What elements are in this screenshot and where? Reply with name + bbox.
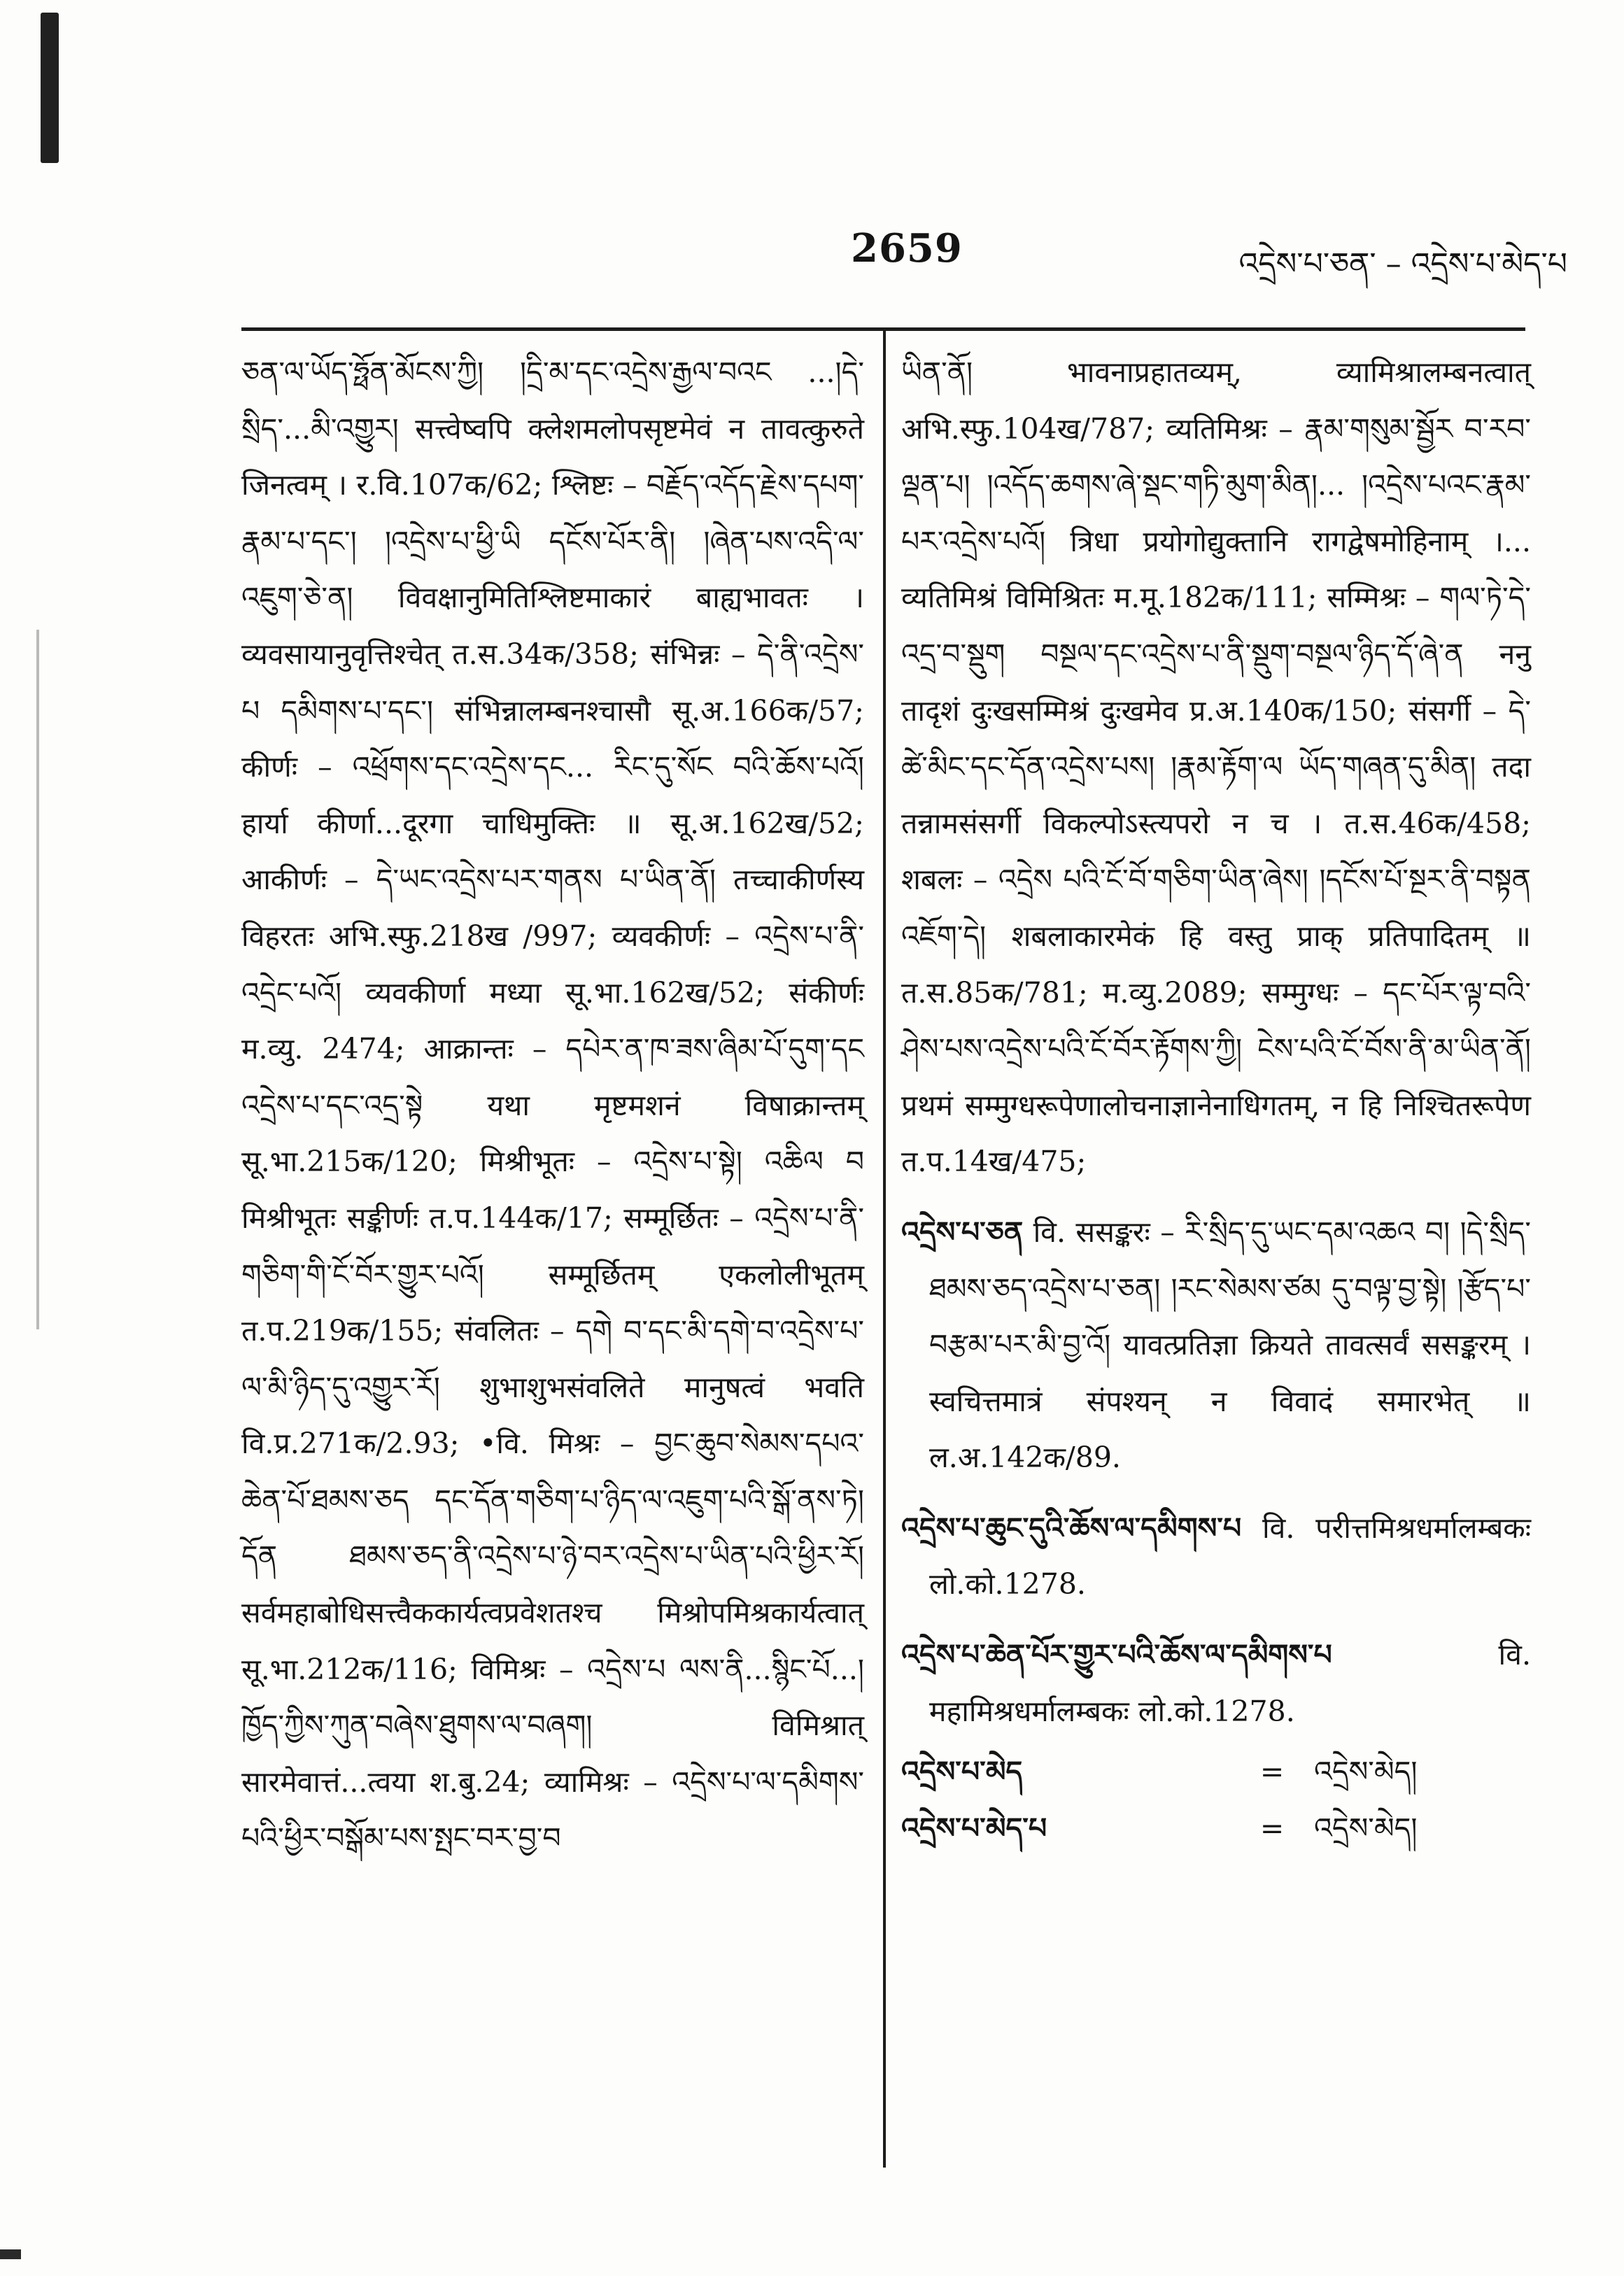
- entry-body: वि. परीत्तमिश्रधर्मालम्बकः लो.को.1278.: [929, 1511, 1531, 1602]
- right-column: [901, 344, 1531, 1856]
- xref-term: འདྲེས་པ་མེད་པ: [901, 1811, 1047, 1845]
- xref-target: འདྲེས་མེད།: [1314, 1811, 1418, 1845]
- entry-headword: འདྲེས་པ་ཆུང་དུའི་ཆོས་ལ་དམིགས་པ: [901, 1511, 1242, 1545]
- page-number: 2659: [851, 225, 963, 271]
- xref-term: འདྲེས་པ་མེད: [901, 1755, 1023, 1789]
- entry-headword: འདྲེས་པ་ཆེན་པོར་གྱུར་པའི་ཆོས་ལ་དམིགས་པ: [901, 1638, 1332, 1672]
- dictionary-entry: [901, 1204, 1531, 1486]
- left-column: [241, 344, 864, 1867]
- scan-shadow-line: [36, 630, 39, 1329]
- scan-corner-mark: [0, 2249, 21, 2259]
- cross-reference: [901, 1800, 1531, 1857]
- dictionary-entry: [901, 1627, 1531, 1739]
- dictionary-entry: [901, 1500, 1531, 1613]
- entry-body: वि. महामिश्रधर्मालम्बकः लो.को.1278.: [929, 1638, 1531, 1728]
- running-head: འདྲེས་པ་ཅན་ – འདྲེས་པ་མེད་པ: [1238, 246, 1567, 282]
- left-column-text: ཅན་ལ་ཡོད་ཧྥོན་མོངས་ཀྱི། །དྲི་མ་དང་འདྲེས་རྒྱལ་བའང ...།དེ་སྲིད་...མི་འགྱུར། सत्त्वेष्वपि क्लेशमलोपसृष्टमेवं न तावत्कुरुते जिनत्वम् । र.वि.107क/62; श्लिष्टः – བརྗོད་འདོད་རྗེས་དཔག་རྣམ་པ་དང་། །འདྲེས་པ་ཕྱི་ཡི དངོས་པོར་ནི། །ཞེན་པས་འདི་ལ་འཇུག་ཅེ་ན། विवक्षानुमितिश्लिष्टमाकारं बाह्यभावतः । व्यवसायानुवृत्तिश्चेत् त.स.34क/358; संभिन्नः – དེ་ནི་འདྲེས་པ དམིགས་པ་དང་། संभिन्नालम्बनश्चासौ सू.अ.166क/57; कीर्णः – འཕྲོགས་དང་འདྲེས་དང... རིང་དུ་སོང བའི་ཆོས་པའོ། हार्या कीर्णा...दूरगा चाधिमुक्तिः ॥ सू.अ.162ख/52; आकीर्णः – དེ་ཡང་འདྲེས་པར་གནས པ་ཡིན་ནོ། तच्चाकीर्णस्य विहरतः अभि.स्फु.218ख /997; व्यवकीर्णः – འདྲེས་པ་ནི་འདྲེང་པའོ། व्यवकीर्णा मध्या सू.भा.162ख/52; संकीर्णः म.व्यु. 2474; आक्रान्तः – དཔེར་ན་ཁ་ཟས་ཞིམ་པོ་དུག་དང འདྲེས་པ་དང་འདྲ་སྟེ यथा मृष्टमशनं विषाक्रान्तम् सू.भा.215क/120; मिश्रीभूतः – འདྲེས་པ་སྟེ། འཆིལ བ मिश्रीभूतः सङ्कीर्णः त.प.144क/17; सम्मूर्छितः – འདྲེས་པ་ནི་གཅིག་གི་ངོ་བོར་གྱུར་པའོ། सम्मूर्छितम् एकलोलीभूतम् त.प.219क/155; संवलितः – དགེ བ་དང་མི་དགེ་བ་འདྲེས་པ་ལ་མི་ཉིད་དུ་འགྱུར་རོ། शुभाशुभसंवलिते मानुषत्वं भवति वि.प्र.271क/2.93; •वि. मिश्रः – བྱང་ཆུབ་སེམས་དཔའ་ཆེན་པོ་ཐམས་ཅད དང་དོན་གཅིག་པ་ཉིད་ལ་འཇུག་པའི་སྒོ་ནས་ཏེ། དོན ཐམས་ཅད་ནི་འདྲེས་པ་ཉེ་བར་འདྲེས་པ་ཡིན་པའི་ཕྱིར་རོ། सर्वमहाबोधिसत्त्वैककार्यत्वप्रवेशतश्च मिश्रोपमिश्रकार्यत्वात् सू.भा.212क/116; विमिश्रः – འདྲེས་པ ལས་ནི...སྙིང་པོ...།ཁྱོད་ཀྱིས་ཀུན་བཞེས་ཐུགས་ལ་བཞག། विमिश्रात् सारमेवात्तं...त्वया श.बु.24; व्यामिश्रः – འདྲེས་པ་ལ་དམིགས་པའི་ཕྱིར་བསྒོམ་པས་སྤང་བར་བྱ་བ: [241, 355, 864, 1856]
- cross-reference: [901, 1744, 1531, 1800]
- entry-body: वि. ससङ्करः – རི་སྲིད་དུ་ཡང་དམ་འཆའ བ། །དེ་སྲིད་ཐམས་ཅད་འདྲེས་པ་ཅན། །རང་སེམས་ཙམ དུ་བལྟ་བྱ་སྟེ། །རྩོད་པ་བརྩམ་པར་མི་བྱ་འོ། यावत्प्रतिज्ञा क्रियते तावत्सर्वं ससङ्करम् । स्वचित्तमात्रं संपश्यन् न विवादं समारभेत् ॥ ल.अ.142क/89.: [929, 1215, 1531, 1475]
- right-column-continuation: ཡིན་ནོ། भावनाप्रहातव्यम्, व्यामिश्रालम्बनत्वात् अभि.स्फु.104ख/787; व्यतिमिश्रः – རྣམ་གསུམ་སྦྱོར བ་རབ་ལྡན་པ། །འདོད་ཆགས་ཞེ་སྡང་གཏི་མུག་མིན།... །འདྲེས་པའང་རྣམ་པར་འདྲེས་པའོ། त्रिधा प्रयोगोद्युक्तानि रागद्वेषमोहिनाम् ।... व्यतिमिश्रं विमिश्रितः म.मू.182क/111; सम्मिश्रः – གལ་ཏེ་དེ་འདྲ་བ་སྡུག བསྔལ་དང་འདྲེས་པ་ནི་སྡུག་བསྔལ་ཉིད་དོ་ཞེ་ན ननु तादृशं दुःखसम्मिश्रं दुःखमेव प्र.अ.140क/150; संसर्गी – དེ་ཚེ་མིང་དང་དོན་འདྲེས་པས། །རྣམ་རྟོག་ལ ཡོད་གཞན་དུ་མིན། तदा तन्नामसंसर्गी विकल्पोऽस्त्यपरो न च । त.स.46क/458; शबलः – འདྲེས པའི་ངོ་བོ་གཅིག་ཡིན་ཞེས། །དངོས་པོ་སྔར་ནི་བསྟན འཇོག་དེ། शबलाकारमेकं हि वस्तु प्राक् प्रतिपादितम् ॥ त.स.85क/781; म.व्यु.2089; सम्मुग्धः – དང་པོར་ལྟ་བའི་ཤེས་པས་འདྲེས་པའི་ངོ་བོར་རྟོགས་ཀྱི། ངེས་པའི་ངོ་བོས་ནི་མ་ཡིན་ནོ། प्रथमं सम्मुग्धरूपेणालोचनाज्ञानेनाधिगतम्, न हि निश्चितरूपेण त.प.14ख/475;: [901, 355, 1531, 1179]
- xref-equals: =: [1259, 1755, 1285, 1789]
- xref-target: འདྲེས་མེད།: [1314, 1755, 1418, 1789]
- column-divider: [883, 327, 886, 2168]
- xref-equals: =: [1259, 1811, 1285, 1845]
- entry-headword: འདྲེས་པ་ཅན: [901, 1215, 1024, 1249]
- scan-binding-edge: [41, 13, 59, 163]
